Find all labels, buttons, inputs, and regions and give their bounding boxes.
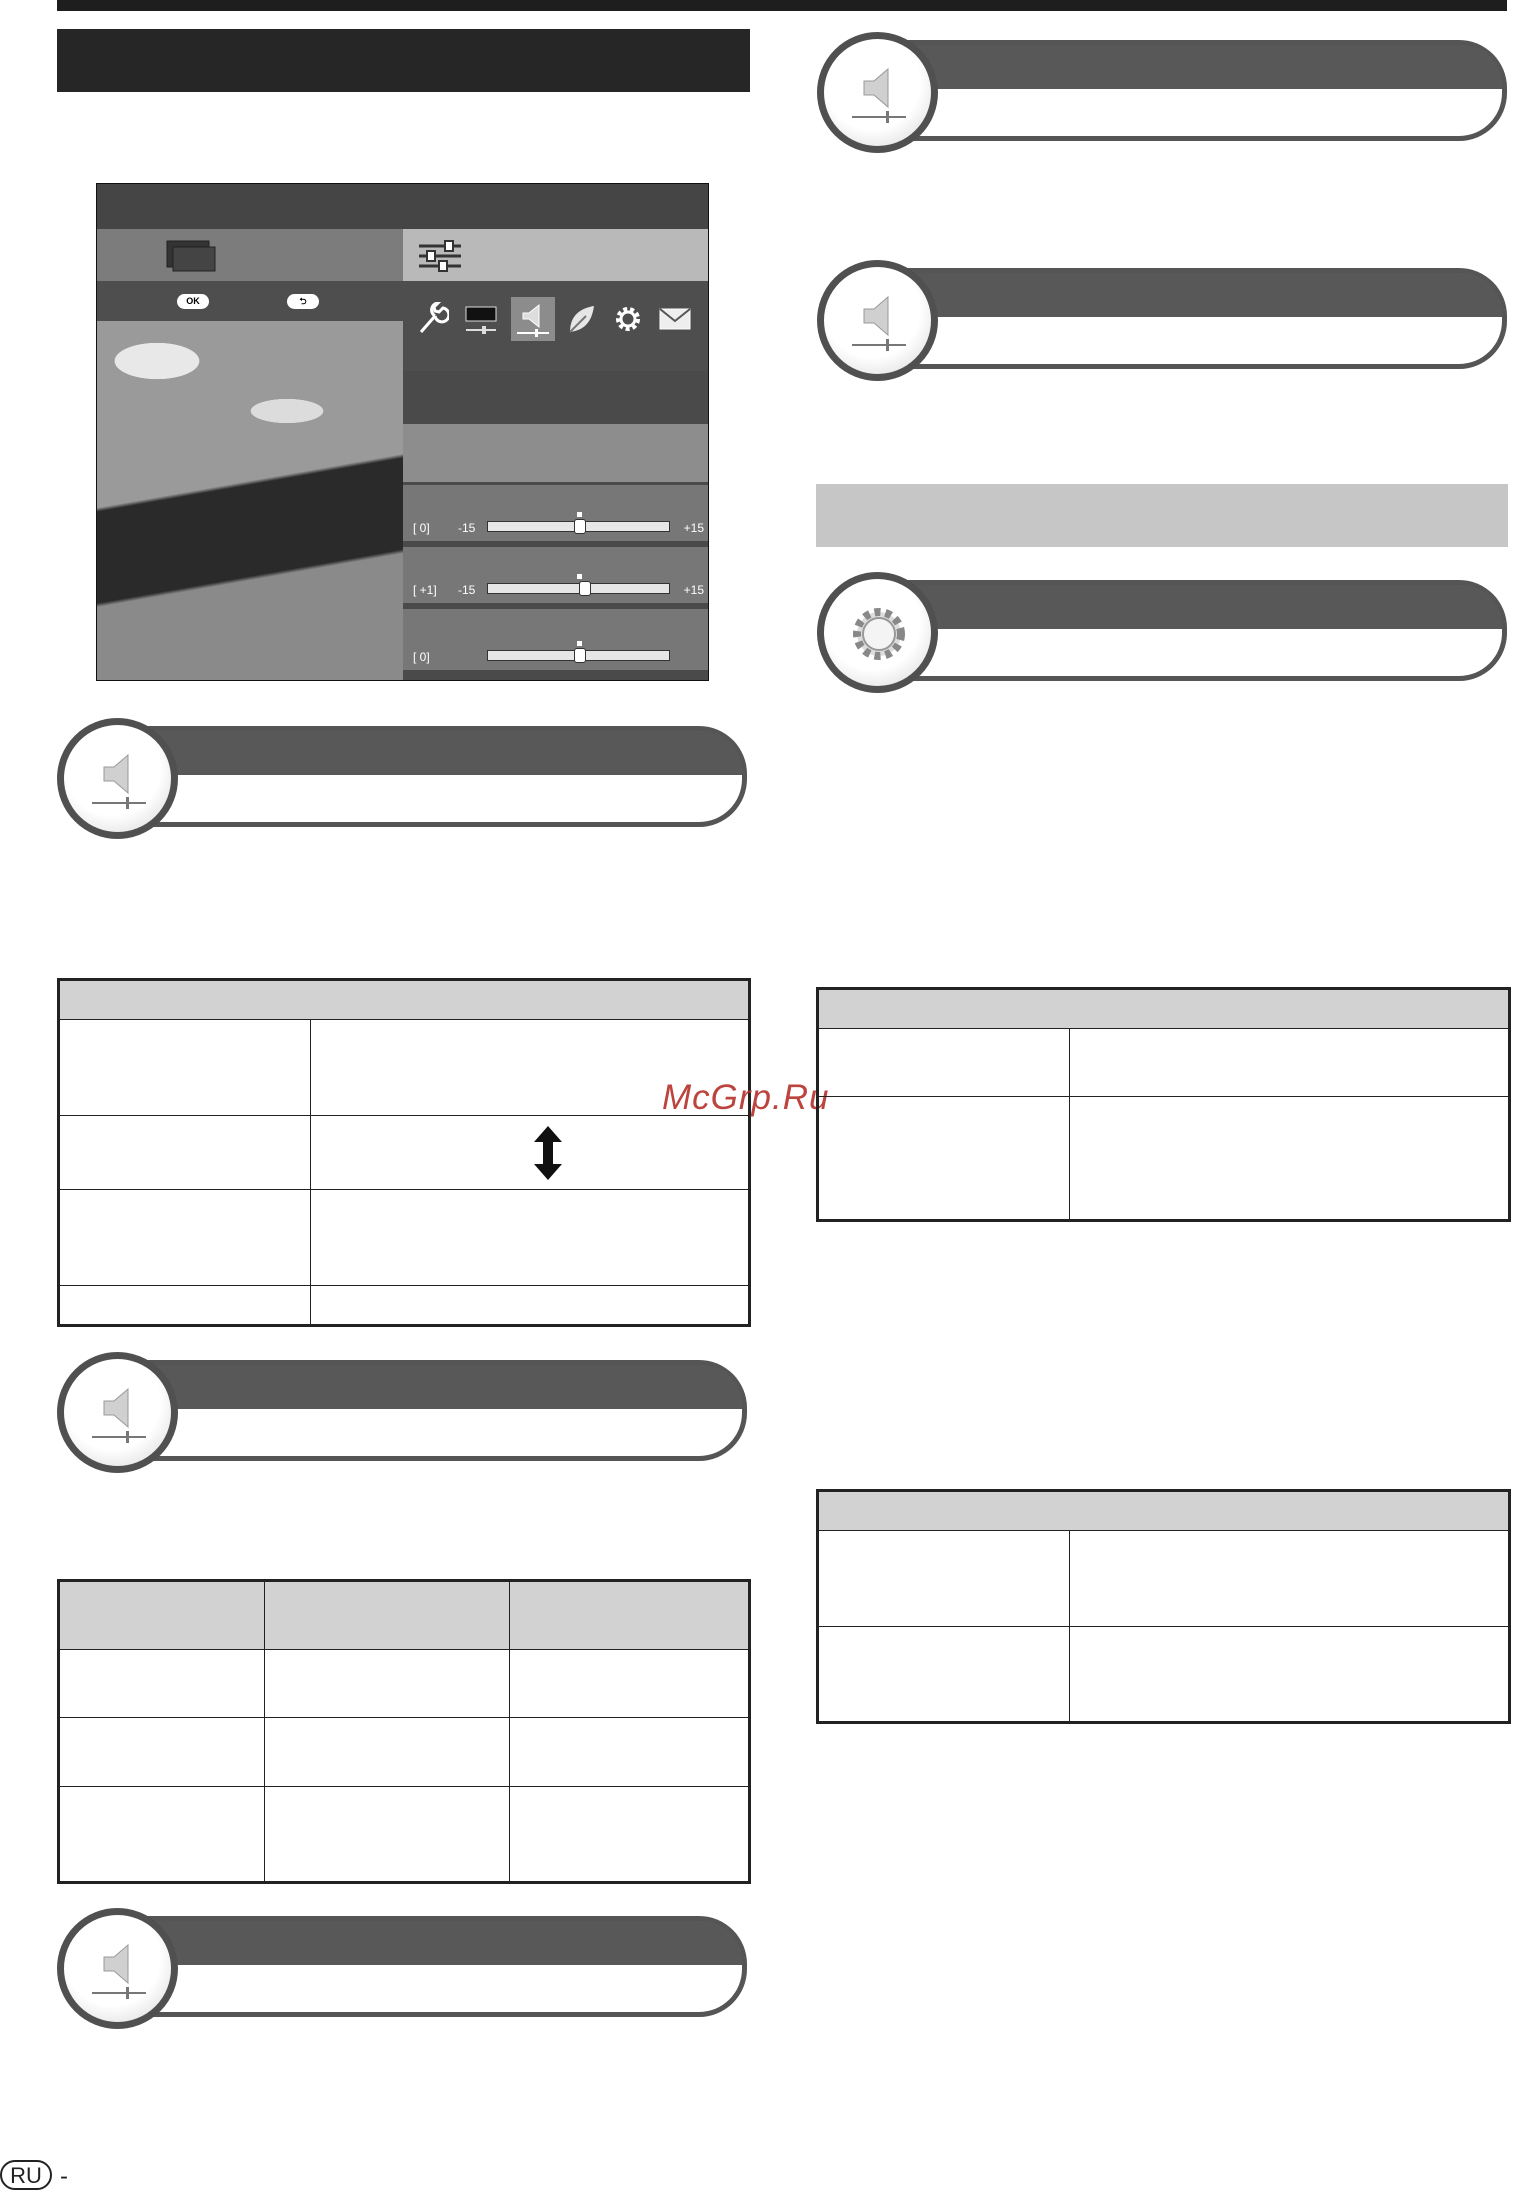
top-rule xyxy=(57,0,1507,11)
section-icon-badge xyxy=(57,1908,178,2029)
page-title-block xyxy=(57,29,750,92)
table-header xyxy=(818,989,1510,1029)
section-header xyxy=(817,572,1507,693)
table-cell xyxy=(818,1097,1070,1221)
table-cell xyxy=(818,1531,1070,1627)
wrench-icon[interactable] xyxy=(415,302,449,336)
table-cell xyxy=(1070,1627,1510,1723)
section-header-bar xyxy=(132,1365,742,1409)
speaker-icon xyxy=(846,289,912,355)
slider-value: [ +1] xyxy=(413,583,437,597)
table-cell xyxy=(59,1649,265,1718)
table-cell xyxy=(510,1718,750,1787)
speaker-icon xyxy=(86,747,152,813)
table-cell xyxy=(59,1190,311,1286)
slider-center-mark xyxy=(577,512,582,517)
section-header-frame xyxy=(132,1916,747,2017)
watermark: McGrp.Ru xyxy=(662,1078,830,1117)
section-icon-badge xyxy=(57,718,178,839)
menu-hint-bar xyxy=(97,281,403,321)
envelope-icon[interactable] xyxy=(658,302,692,336)
slider-min: -15 xyxy=(458,521,476,535)
section-header-frame xyxy=(892,580,1507,681)
slider-value: [ 0] xyxy=(413,650,430,664)
section-header xyxy=(817,260,1507,381)
back-button-hint: ⮌ xyxy=(287,294,319,309)
table-cell xyxy=(818,1627,1070,1723)
ok-button-hint: OK xyxy=(177,294,209,309)
table-cell xyxy=(311,1116,750,1190)
sound-category-selected[interactable] xyxy=(511,297,555,341)
table-cell xyxy=(818,1029,1070,1097)
slider-center-mark xyxy=(577,641,582,646)
section-icon-badge xyxy=(817,572,938,693)
info-table xyxy=(57,978,751,1327)
slider-knob[interactable] xyxy=(574,519,586,534)
table-cell xyxy=(1070,1097,1510,1221)
preview-image xyxy=(97,321,403,681)
slider-min: -15 xyxy=(458,583,476,597)
table-cell xyxy=(1070,1029,1510,1097)
table-cell xyxy=(265,1649,510,1718)
speaker-icon xyxy=(86,1937,152,2003)
info-table xyxy=(57,1579,751,1884)
section-icon-badge xyxy=(57,1352,178,1473)
table-cell xyxy=(311,1286,750,1326)
slider-knob[interactable] xyxy=(574,648,586,663)
table-header xyxy=(59,1581,265,1650)
section-icon-badge xyxy=(817,260,938,381)
leaf-icon[interactable] xyxy=(564,302,598,336)
section-header-frame xyxy=(892,268,1507,369)
table-cell xyxy=(59,1020,311,1116)
section-header xyxy=(57,1352,747,1473)
sliders-icon xyxy=(417,239,463,273)
section-icon-badge xyxy=(817,32,938,153)
table-cell xyxy=(311,1190,750,1286)
table-cell xyxy=(1070,1531,1510,1627)
slider-center-mark xyxy=(577,574,582,579)
section-header-bar xyxy=(892,585,1502,629)
slider-row[interactable] xyxy=(403,544,709,603)
table-cell xyxy=(59,1718,265,1787)
table-cell xyxy=(59,1787,265,1883)
slider-row[interactable] xyxy=(403,482,709,541)
speaker-icon xyxy=(86,1381,152,1447)
table-cell xyxy=(59,1286,311,1326)
slider-max: +15 xyxy=(683,521,704,535)
table-cell xyxy=(59,1116,311,1190)
input-source-icon xyxy=(165,239,217,273)
table-cell xyxy=(510,1787,750,1883)
menu-title-bar xyxy=(97,184,709,229)
section-header xyxy=(57,1908,747,2029)
table-cell xyxy=(265,1718,510,1787)
slider-value: [ 0] xyxy=(413,521,430,535)
info-table xyxy=(816,987,1511,1222)
language-badge: RU xyxy=(0,2160,52,2190)
section-divider-band xyxy=(816,484,1508,547)
section-header-frame xyxy=(132,1360,747,1461)
section-header-frame xyxy=(892,40,1507,141)
speaker-icon xyxy=(846,61,912,127)
table-header xyxy=(818,1491,1510,1531)
picture-icon[interactable] xyxy=(464,302,498,336)
input-source-tab[interactable] xyxy=(97,229,403,281)
page-number-suffix: - xyxy=(60,2163,68,2190)
slider-max: +15 xyxy=(683,583,704,597)
section-header-bar xyxy=(892,273,1502,317)
section-header-bar xyxy=(892,45,1502,89)
section-header xyxy=(57,718,747,839)
table-header xyxy=(265,1581,510,1650)
table-header xyxy=(510,1581,750,1650)
section-header-bar xyxy=(132,1921,742,1965)
gear-icon[interactable] xyxy=(611,302,645,336)
slider-row[interactable] xyxy=(403,606,709,670)
settings-tab[interactable] xyxy=(403,229,709,281)
info-table xyxy=(816,1489,1511,1724)
double-arrow-icon xyxy=(531,1124,565,1182)
gear-icon xyxy=(846,601,912,667)
table-cell xyxy=(510,1649,750,1718)
table-header xyxy=(59,980,750,1020)
menu-item-highlight xyxy=(403,424,709,482)
table-cell xyxy=(265,1787,510,1883)
section-header-bar xyxy=(132,731,742,775)
speaker-icon xyxy=(511,297,555,341)
slider-knob[interactable] xyxy=(579,581,591,596)
tv-menu-screen xyxy=(96,183,709,681)
section-header xyxy=(817,32,1507,153)
section-header-frame xyxy=(132,726,747,827)
